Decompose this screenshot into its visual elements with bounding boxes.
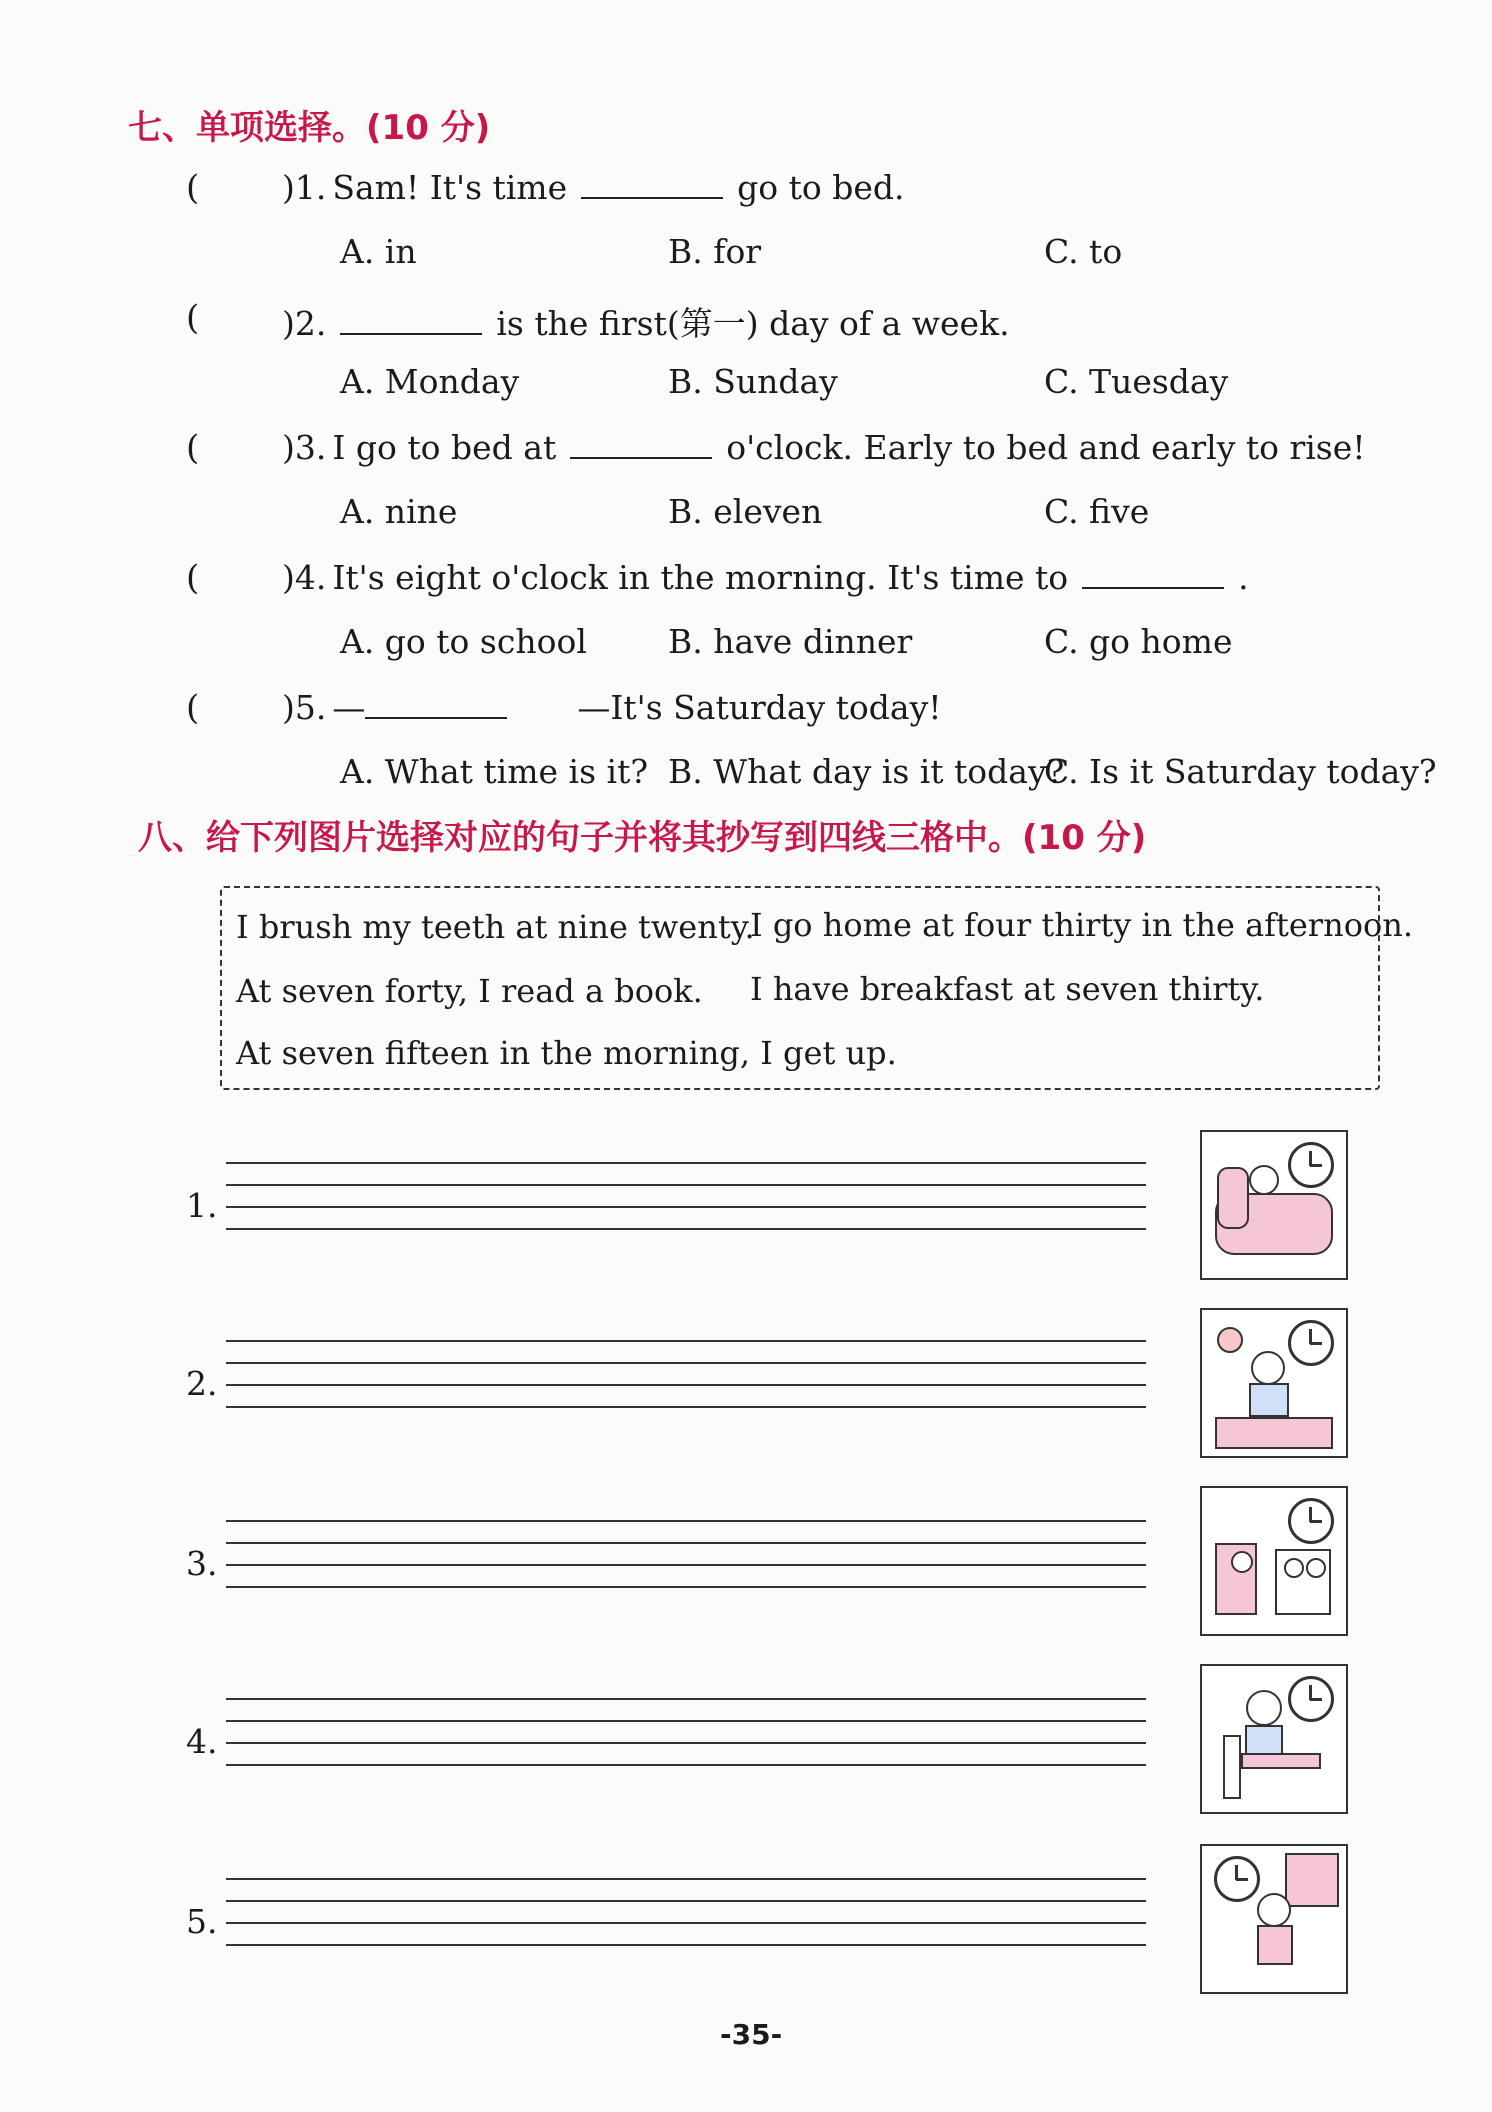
writing-item-number: 3. [186,1544,218,1583]
writing-item-number: 5. [186,1902,218,1941]
writing-line[interactable] [226,1520,1146,1522]
page-number: -35- [720,2018,783,2051]
option-b: B. What day is it today? [668,752,1065,791]
question-text-before: — [332,688,366,727]
option-b: B. eleven [668,492,823,531]
writing-line [226,1922,1146,1924]
child-figure-icon [1202,1488,1346,1634]
option-b: B. for [668,232,762,271]
question-3 [282,428,1366,467]
question-4 [282,558,1249,597]
answer-blank[interactable] [1082,586,1224,589]
girl-in-bed-with-clock-picture [1200,1130,1348,1280]
answer-paren-open: ( [186,168,200,208]
boy-eating-breakfast-with-sun-and-clock-picture [1200,1308,1348,1458]
box-sentence: I go home at four thirty in the afternoon. [750,906,1413,944]
question-2 [282,298,1010,345]
writing-line [226,1764,1146,1766]
answer-blank[interactable] [581,196,723,199]
question-text-before: It's eight o'clock in the morning. It's time to [332,558,1069,597]
writing-line[interactable] [226,1162,1146,1164]
box-sentence: At seven fifteen in the morning, I get up. [236,1034,897,1072]
question-text-before: I go to bed at [332,428,557,467]
question-number: 4. [294,558,327,597]
answer-paren-close: ) [282,688,295,727]
writing-line[interactable] [226,1340,1146,1342]
answer-paren-open: ( [186,298,200,338]
question-number: 1. [294,168,327,207]
option-a: A. in [340,232,417,271]
box-sentence: At seven forty, I read a book. [236,972,703,1010]
sentence-box [220,886,1413,1090]
writing-line [226,1742,1146,1744]
question-5 [282,688,942,727]
child-figure-icon [1202,1310,1346,1456]
box-sentence: I have breakfast at seven thirty. [750,970,1265,1008]
answer-paren-open: ( [186,558,200,598]
option-c: C. go home [1044,622,1233,661]
answer-paren-open: ( [186,428,200,468]
answer-blank[interactable] [570,456,712,459]
option-b: B. have dinner [668,622,913,661]
child-figure-icon [1202,1132,1346,1278]
child-figure-icon [1202,1666,1346,1812]
option-a: A. nine [340,492,458,531]
option-a: A. Monday [340,362,520,401]
section-8-heading: 八、给下列图片选择对应的句子并将其抄写到四线三格中。(10 分) [138,818,1147,858]
question-text-after: —It's Saturday today! [577,688,942,727]
question-text-after: o'clock. Early to bed and early to rise! [726,428,1366,467]
option-c: C. Is it Saturday today? [1044,752,1437,791]
question-text-after: go to bed. [737,168,905,207]
writing-line[interactable] [226,1878,1146,1880]
question-text-before: Sam! It's time [332,168,568,207]
question-text-after: . [1238,558,1249,597]
child-figure-icon [1202,1846,1346,1992]
writing-line [226,1362,1146,1364]
writing-line [226,1228,1146,1230]
answer-blank[interactable] [365,716,507,719]
writing-line [226,1564,1146,1566]
writing-line [226,1586,1146,1588]
answer-paren-open: ( [186,688,200,728]
writing-line [226,1406,1146,1408]
option-b: B. Sunday [668,362,838,401]
writing-line [226,1206,1146,1208]
writing-line [226,1900,1146,1902]
option-c: C. Tuesday [1044,362,1229,401]
section-7-heading: 七、单项选择。(10 分) [128,108,491,148]
option-a: A. go to school [340,622,587,661]
writing-item-number: 4. [186,1722,218,1761]
girl-brushing-teeth-at-night-with-clock-picture [1200,1844,1348,1994]
question-number: 3. [294,428,327,467]
answer-paren-close: ) [282,428,295,467]
question-1 [282,168,905,207]
option-c: C. to [1044,232,1123,271]
option-a: A. What time is it? [340,752,649,791]
answer-paren-close: ) [282,304,295,343]
boy-reading-at-desk-with-clock-picture [1200,1664,1348,1814]
children-walking-home-with-clock-picture [1200,1486,1348,1636]
writing-line [226,1720,1146,1722]
writing-line[interactable] [226,1698,1146,1700]
question-text-after: is the first(第一) day of a week. [496,304,1010,343]
writing-line [226,1184,1146,1186]
question-number: 2. [294,304,327,343]
writing-line [226,1542,1146,1544]
writing-line [226,1944,1146,1946]
answer-paren-close: ) [282,558,295,597]
answer-blank[interactable] [340,332,482,335]
option-c: C. five [1044,492,1150,531]
answer-paren-close: ) [282,168,295,207]
question-number: 5. [294,688,327,727]
writing-item-number: 2. [186,1364,218,1403]
writing-line [226,1384,1146,1386]
box-sentence: I brush my teeth at nine twenty. [236,908,755,946]
writing-item-number: 1. [186,1186,218,1225]
